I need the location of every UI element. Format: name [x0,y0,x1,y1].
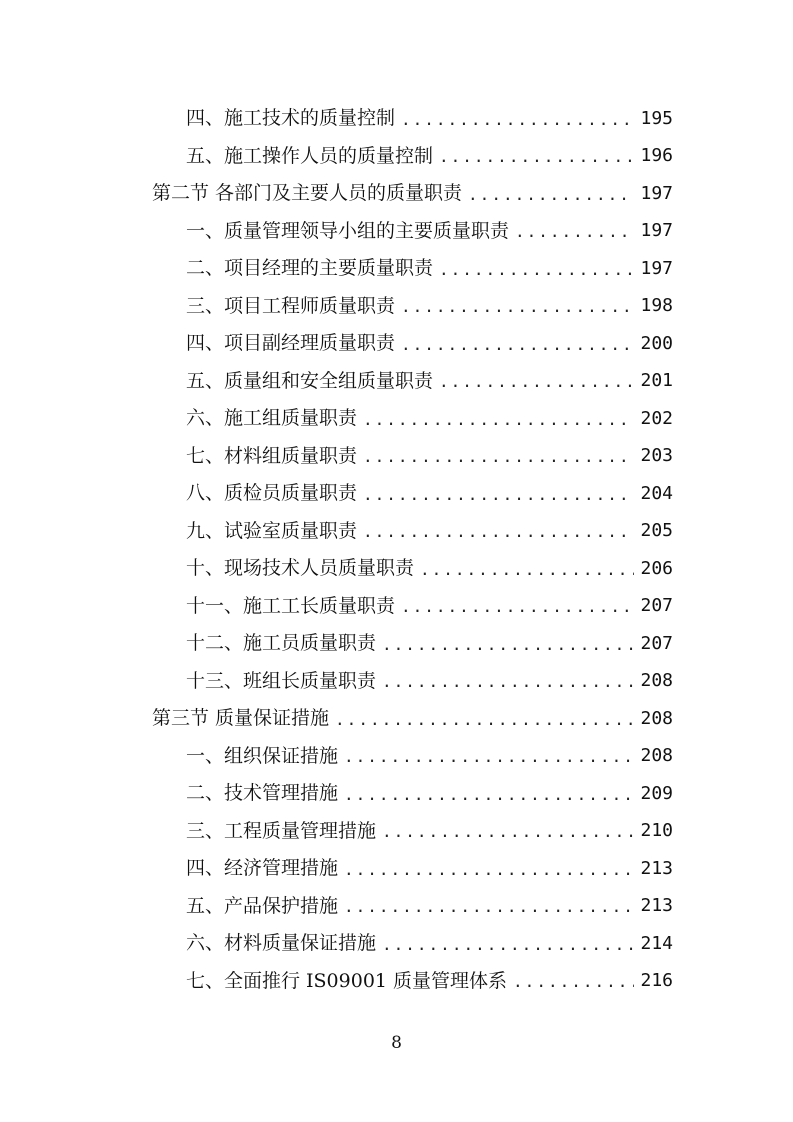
toc-entry-page-number: 197 [640,220,673,242]
toc-entry-title: 八、质检员质量职责 [186,482,358,505]
toc-entry-row[interactable] [0,138,793,176]
toc-entry-page-number: 206 [640,557,673,579]
dot-leader [401,112,634,138]
toc-entry-title: 五、产品保护措施 [186,894,339,917]
toc-entry-page-number: 208 [640,745,673,767]
toc-entry-row[interactable] [0,250,793,288]
dot-leader [363,524,634,550]
toc-entry-page-number: 197 [640,257,673,279]
toc-entry-row[interactable] [0,325,793,363]
toc-entry-row[interactable] [0,213,793,251]
dot-leader [515,224,634,250]
table-of-contents [0,100,793,1000]
toc-entry-row[interactable] [0,363,793,401]
dot-leader [363,449,634,475]
dot-leader [335,712,634,738]
dot-leader [382,937,634,963]
toc-entry-page-number: 213 [640,857,673,879]
dot-leader [420,562,634,588]
toc-entry-row[interactable] [0,775,793,813]
toc-entry-row[interactable] [0,588,793,626]
toc-entry-page-number: 207 [640,595,673,617]
toc-entry-page-number: 201 [640,370,673,392]
toc-entry-row[interactable] [0,925,793,963]
toc-entry-row[interactable] [0,550,793,588]
dot-leader [382,674,634,700]
toc-entry-row[interactable] [0,475,793,513]
toc-entry-row[interactable] [0,400,793,438]
toc-entry-title: 二、技术管理措施 [186,782,339,805]
toc-entry-page-number: 213 [640,895,673,917]
toc-entry-page-number: 200 [640,332,673,354]
toc-entry-page-number: 198 [640,295,673,317]
toc-entry-row[interactable] [0,438,793,476]
dot-leader [401,599,634,625]
toc-entry-title: 六、施工组质量职责 [186,407,358,430]
dot-leader [363,412,634,438]
toc-entry-title: 一、组织保证措施 [186,744,339,767]
dot-leader [344,862,634,888]
dot-leader [468,187,634,213]
toc-entry-title: 七、材料组质量职责 [186,444,358,467]
toc-entry-row[interactable] [0,850,793,888]
toc-entry-title: 第三节 质量保证措施 [152,707,330,730]
toc-entry-title: 一、质量管理领导小组的主要质量职责 [186,219,510,242]
toc-entry-row[interactable] [0,663,793,701]
toc-entry-page-number: 207 [640,632,673,654]
toc-entry-title: 五、施工操作人员的质量控制 [186,144,434,167]
toc-entry-page-number: 214 [640,932,673,954]
dot-leader [344,787,634,813]
toc-entry-title: 四、项目副经理质量职责 [186,332,396,355]
toc-entry-title: 五、质量组和安全组质量职责 [186,369,434,392]
toc-entry-row[interactable] [0,625,793,663]
toc-entry-title: 十、现场技术人员质量职责 [186,557,415,580]
toc-entry-title: 三、工程质量管理措施 [186,819,377,842]
toc-entry-title: 四、施工技术的质量控制 [186,107,396,130]
toc-entry-page-number: 209 [640,782,673,804]
toc-entry-title: 九、试验室质量职责 [186,519,358,542]
toc-entry-row[interactable] [0,100,793,138]
dot-leader [401,337,634,363]
toc-entry-page-number: 208 [640,707,673,729]
toc-section-row[interactable] [0,700,793,738]
toc-entry-title: 三、项目工程师质量职责 [186,294,396,317]
toc-entry-title: 十二、施工员质量职责 [186,632,377,655]
dot-leader [439,262,634,288]
toc-entry-title: 十一、施工工长质量职责 [186,594,396,617]
dot-leader [439,149,634,175]
toc-entry-row[interactable] [0,888,793,926]
dot-leader [363,487,634,513]
toc-entry-page-number: 197 [640,182,673,204]
toc-entry-title: 七、全面推行 IS09001 质量管理体系 [186,969,508,992]
toc-entry-page-number: 204 [640,482,673,504]
toc-entry-page-number: 205 [640,520,673,542]
dot-leader [382,824,634,850]
dot-leader [513,974,634,1000]
dot-leader [382,637,634,663]
toc-entry-page-number: 195 [640,107,673,129]
dot-leader [401,299,634,325]
toc-entry-row[interactable] [0,288,793,326]
toc-entry-page-number: 208 [640,670,673,692]
page-number: 8 [391,1033,402,1053]
toc-entry-page-number: 210 [640,820,673,842]
toc-entry-title: 第二节 各部门及主要人员的质量职责 [152,182,463,205]
toc-entry-title: 四、经济管理措施 [186,857,339,880]
toc-entry-row[interactable] [0,513,793,551]
dot-leader [344,899,634,925]
toc-entry-page-number: 202 [640,407,673,429]
toc-entry-row[interactable] [0,963,793,1001]
toc-entry-title: 二、项目经理的主要质量职责 [186,257,434,280]
toc-entry-title: 十三、班组长质量职责 [186,669,377,692]
dot-leader [344,749,634,775]
toc-entry-page-number: 196 [640,145,673,167]
toc-entry-page-number: 216 [640,970,673,992]
toc-entry-row[interactable] [0,738,793,776]
toc-section-row[interactable] [0,175,793,213]
toc-entry-title: 六、材料质量保证措施 [186,932,377,955]
toc-entry-page-number: 203 [640,445,673,467]
toc-entry-row[interactable] [0,813,793,851]
dot-leader [439,374,634,400]
